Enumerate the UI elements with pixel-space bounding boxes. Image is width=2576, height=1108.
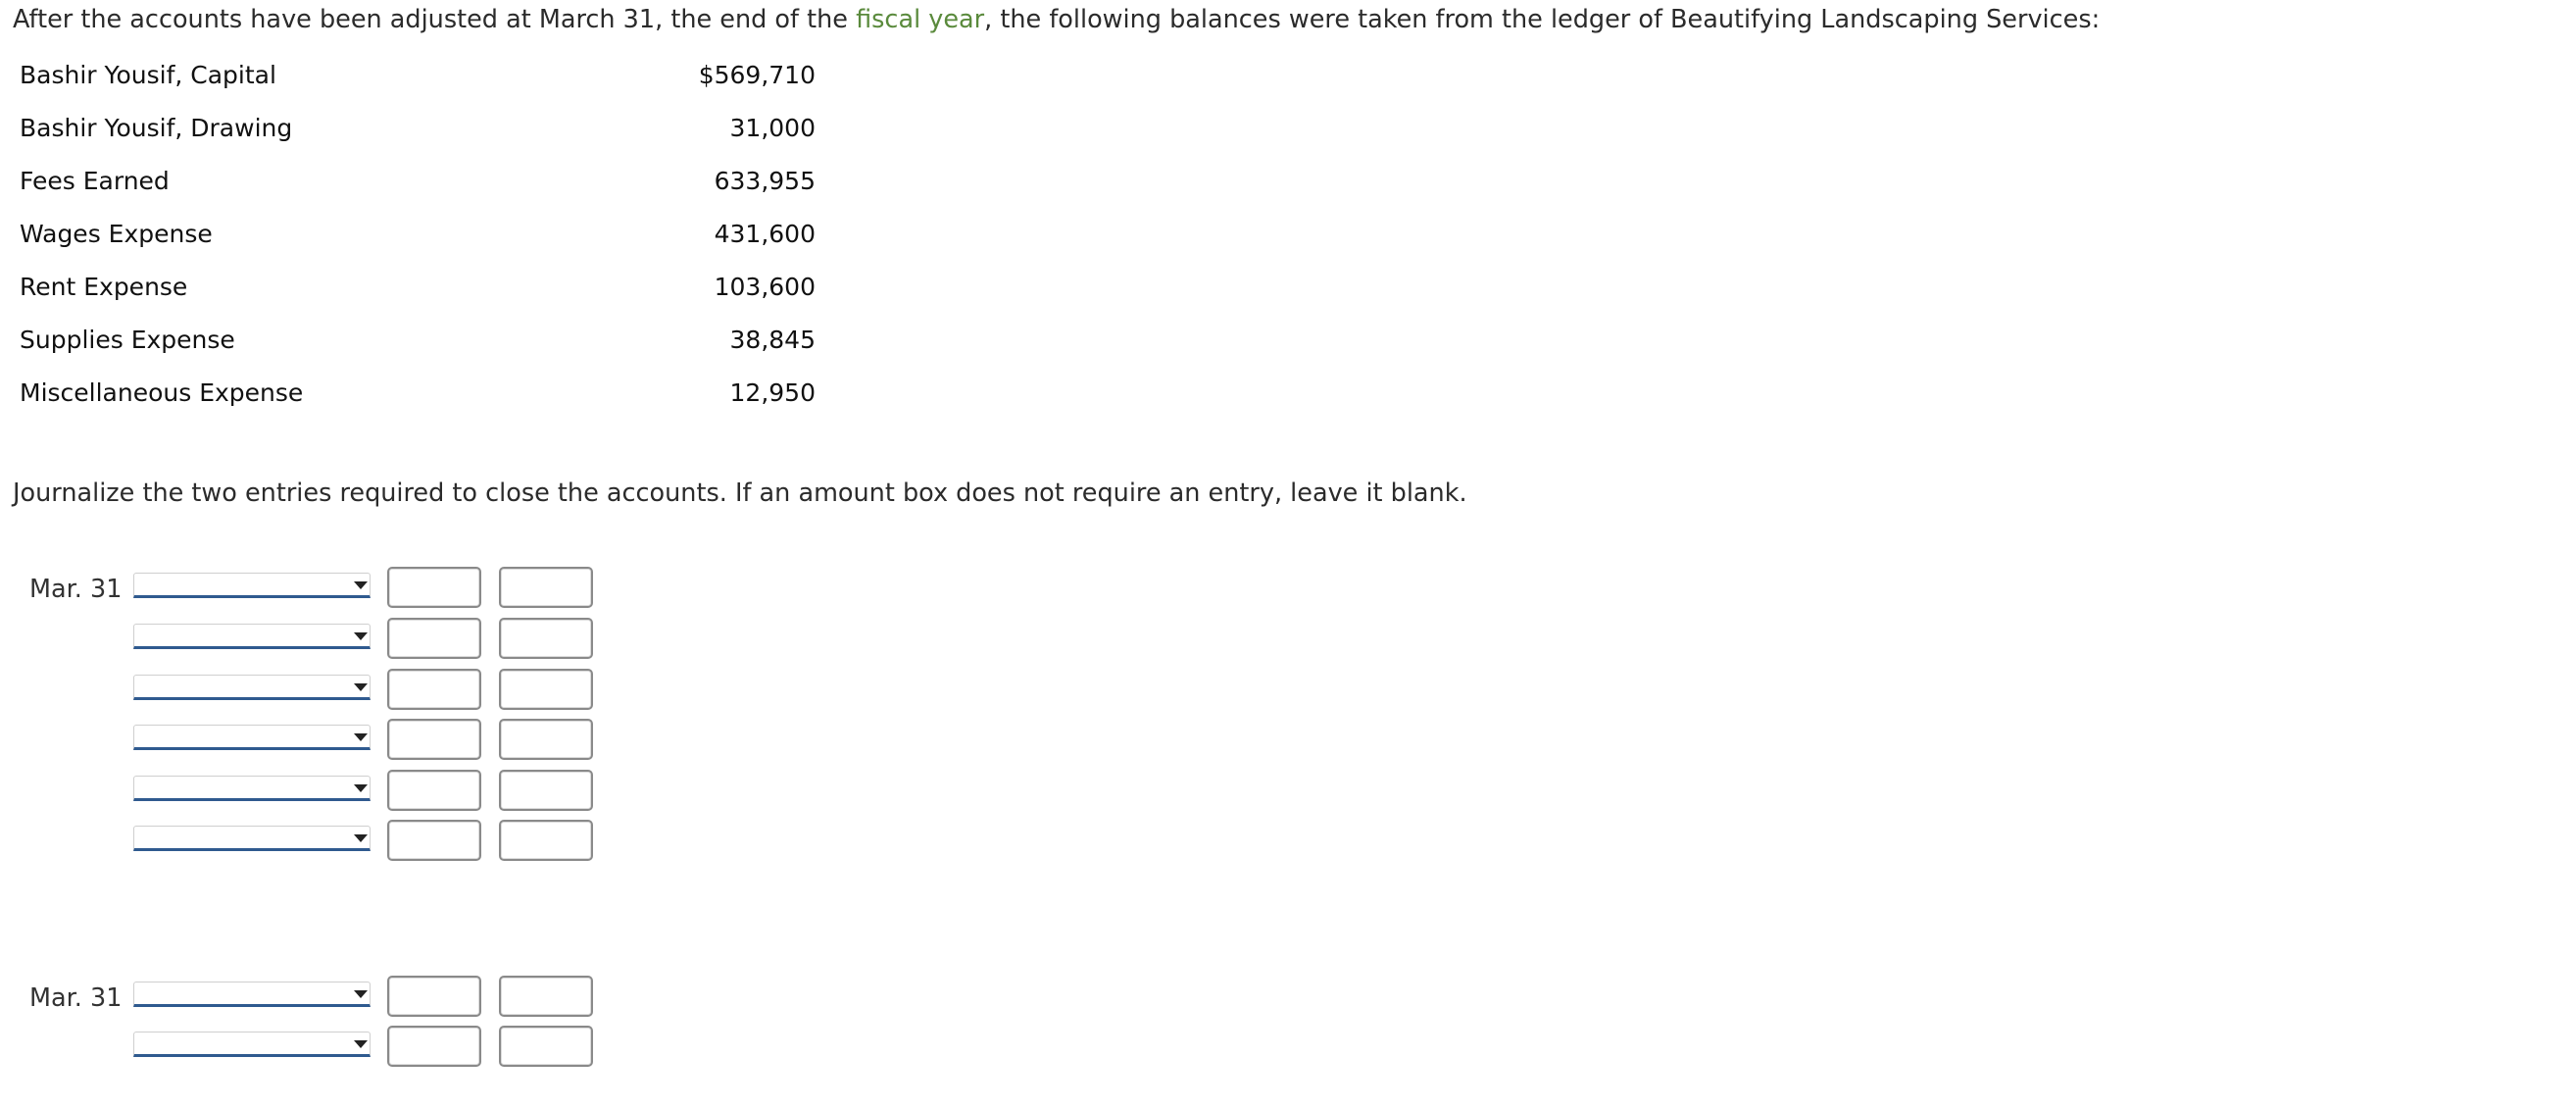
journal-row xyxy=(0,770,686,813)
ledger-row xyxy=(20,108,816,161)
account-name: Supplies Expense xyxy=(20,326,235,354)
ledger-row xyxy=(20,55,816,108)
credit-input[interactable] xyxy=(499,976,593,1017)
credit-input[interactable] xyxy=(499,820,593,861)
account-name: Bashir Yousif, Capital xyxy=(20,61,276,89)
caret-down-icon xyxy=(354,733,368,741)
intro-text-before: After the accounts have been adjusted at March 31, the end of the xyxy=(13,5,857,34)
fiscal-year-link[interactable]: fiscal year xyxy=(856,5,985,34)
debit-input[interactable] xyxy=(387,669,481,710)
account-name: Bashir Yousif, Drawing xyxy=(20,114,293,142)
ledger-row xyxy=(20,373,816,426)
debit-input[interactable] xyxy=(387,976,481,1017)
intro-text-after: , the following balances were taken from the ledger of Beautifying Landscaping Services: xyxy=(984,5,2101,34)
credit-input[interactable] xyxy=(499,719,593,760)
caret-down-icon xyxy=(354,1040,368,1048)
ledger-row xyxy=(20,320,816,373)
journal-row xyxy=(0,719,686,762)
ledger-row xyxy=(20,214,816,267)
entry-date: Mar. 31 xyxy=(29,983,123,1013)
journal-row xyxy=(0,567,686,610)
caret-down-icon xyxy=(354,784,368,792)
account-select[interactable] xyxy=(133,982,371,1007)
debit-input[interactable] xyxy=(387,770,481,811)
journal-row xyxy=(0,1026,686,1069)
account-amount: 431,600 xyxy=(714,220,816,248)
ledger-row xyxy=(20,267,816,320)
debit-input[interactable] xyxy=(387,1026,481,1067)
caret-down-icon xyxy=(354,581,368,589)
account-select[interactable] xyxy=(133,1032,371,1057)
journal-row xyxy=(0,976,686,1019)
account-select[interactable] xyxy=(133,826,371,851)
debit-input[interactable] xyxy=(387,618,481,659)
account-name: Miscellaneous Expense xyxy=(20,378,304,407)
account-select[interactable] xyxy=(133,624,371,649)
debit-input[interactable] xyxy=(387,567,481,608)
credit-input[interactable] xyxy=(499,567,593,608)
account-amount: 38,845 xyxy=(729,326,816,354)
account-amount: 103,600 xyxy=(714,273,816,301)
journal-row xyxy=(0,820,686,863)
debit-input[interactable] xyxy=(387,719,481,760)
ledger-balances-table xyxy=(20,55,816,426)
credit-input[interactable] xyxy=(499,669,593,710)
account-name: Fees Earned xyxy=(20,167,170,195)
ledger-row xyxy=(20,161,816,214)
problem-intro xyxy=(13,2,2100,37)
account-name: Rent Expense xyxy=(20,273,188,301)
account-amount: 31,000 xyxy=(729,114,816,142)
account-select[interactable] xyxy=(133,725,371,750)
credit-input[interactable] xyxy=(499,770,593,811)
caret-down-icon xyxy=(354,834,368,842)
journal-row xyxy=(0,618,686,661)
credit-input[interactable] xyxy=(499,1026,593,1067)
journal-row xyxy=(0,669,686,712)
caret-down-icon xyxy=(354,632,368,640)
account-select[interactable] xyxy=(133,573,371,598)
caret-down-icon xyxy=(354,990,368,998)
caret-down-icon xyxy=(354,683,368,691)
entry-date: Mar. 31 xyxy=(29,575,123,604)
journal-instructions: Journalize the two entries required to close the accounts. If an amount box does not require an entry, leave it blank. xyxy=(13,478,1467,508)
account-amount: 12,950 xyxy=(729,378,816,407)
account-select[interactable] xyxy=(133,675,371,700)
account-amount: 633,955 xyxy=(714,167,816,195)
account-amount: $569,710 xyxy=(698,61,816,89)
credit-input[interactable] xyxy=(499,618,593,659)
account-select[interactable] xyxy=(133,776,371,801)
debit-input[interactable] xyxy=(387,820,481,861)
account-name: Wages Expense xyxy=(20,220,213,248)
